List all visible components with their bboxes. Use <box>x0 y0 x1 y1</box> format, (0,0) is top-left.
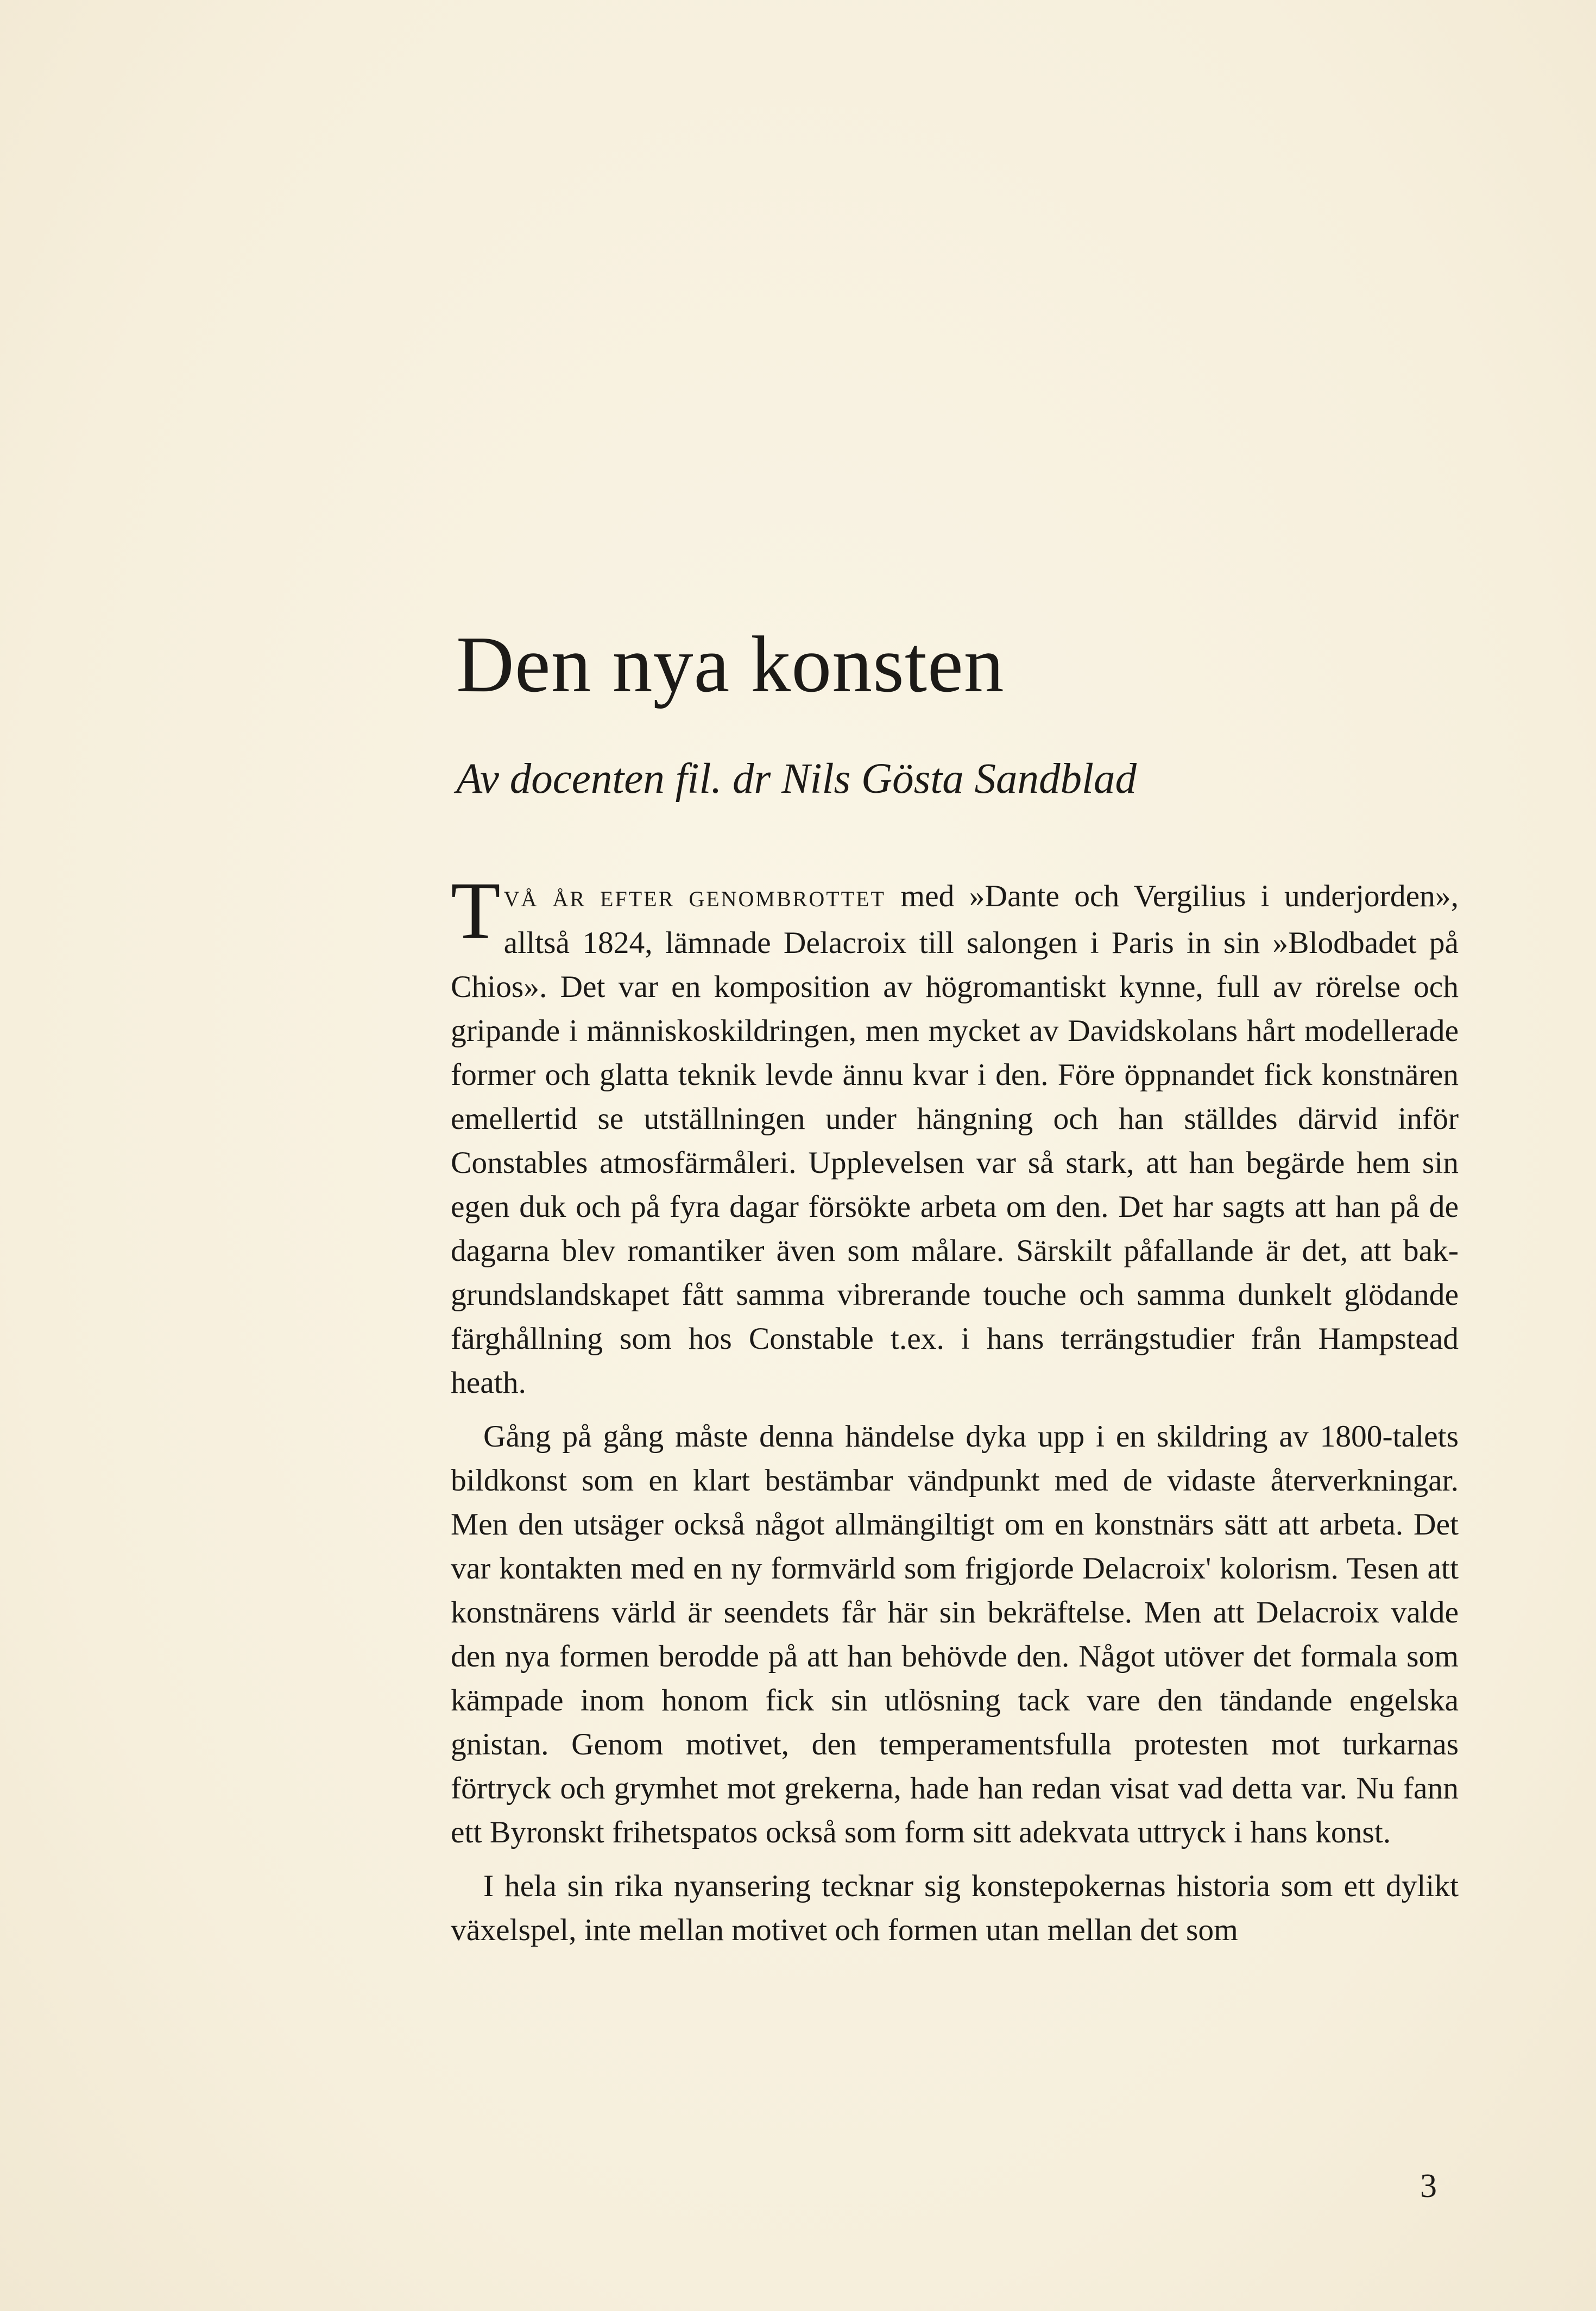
lead-in-smallcaps: VÅ ÅR EFTER GENOMBROTTET <box>503 887 886 911</box>
page-number: 3 <box>1420 2168 1437 2205</box>
paragraph-1 <box>451 866 1459 1405</box>
article-title: Den nya konsten <box>456 620 1005 709</box>
drop-cap: T <box>451 866 501 956</box>
article-byline: Av docenten fil. dr Nils Gösta Sandblad <box>456 755 1137 803</box>
paragraph-1-text: med »Dante och Vergilius i underjorden», alltså 1824, lämnade Delacroix till salongen i Paris in sin »Blodbadet på Chios». Det var en komposition av högromantiskt kynne, full av rörelse och gripande i människoskildringen, men mycket av Davidskolans hårt modellerade former och glatta teknik levde ännu kvar i den. Före öppnandet fick konstnären emellertid se utställningen under hängning och han ställdes därvid inför Constables atmosfärmåleri. Upplevelsen var så stark, att han begärde hem sin egen duk och på fyra dagar försökte arbeta om den. Det har sagts att han på de dagarna blev romantiker även som målare. Särskilt påfallande är det, att bakgrundslandskapet fått samma vibrerande touche och samma dunkelt glödande färghållning som hos Constable t.ex. i hans terrängstudier från Hampstead heath. <box>451 879 1459 1400</box>
article-body <box>451 866 1459 1962</box>
paragraph-3: I hela sin rika nyansering tecknar sig konstepokernas historia som ett dylikt växelspel, inte mellan motivet och formen utan mellan det som <box>451 1869 1459 1947</box>
paragraph-2: Gång på gång måste denna händelse dyka upp i en skildring av 1800-talets bildkonst som en klart bestämbar vändpunkt med de vidaste återverkningar. Men den utsäger också något allmängiltigt om en konstnärs sätt att arbeta. Det var kontakten med en ny formvärld som frigjorde Delacroix' kolorism. Tesen att konstnärens värld är seendets får här sin bekräftelse. Men att Delacroix valde den nya formen berodde på att han behövde den. Något utöver det formala som kämpade inom honom fick sin utlösning tack vare den tändande engelska gnistan. Genom motivet, den temperamentsfulla protesten mot turkarnas förtryck och grymhet mot grekerna, hade han redan visat vad detta var. Nu fann ett Byronskt frihetspatos också som form sitt adekvata uttryck i hans konst. <box>451 1419 1459 1849</box>
